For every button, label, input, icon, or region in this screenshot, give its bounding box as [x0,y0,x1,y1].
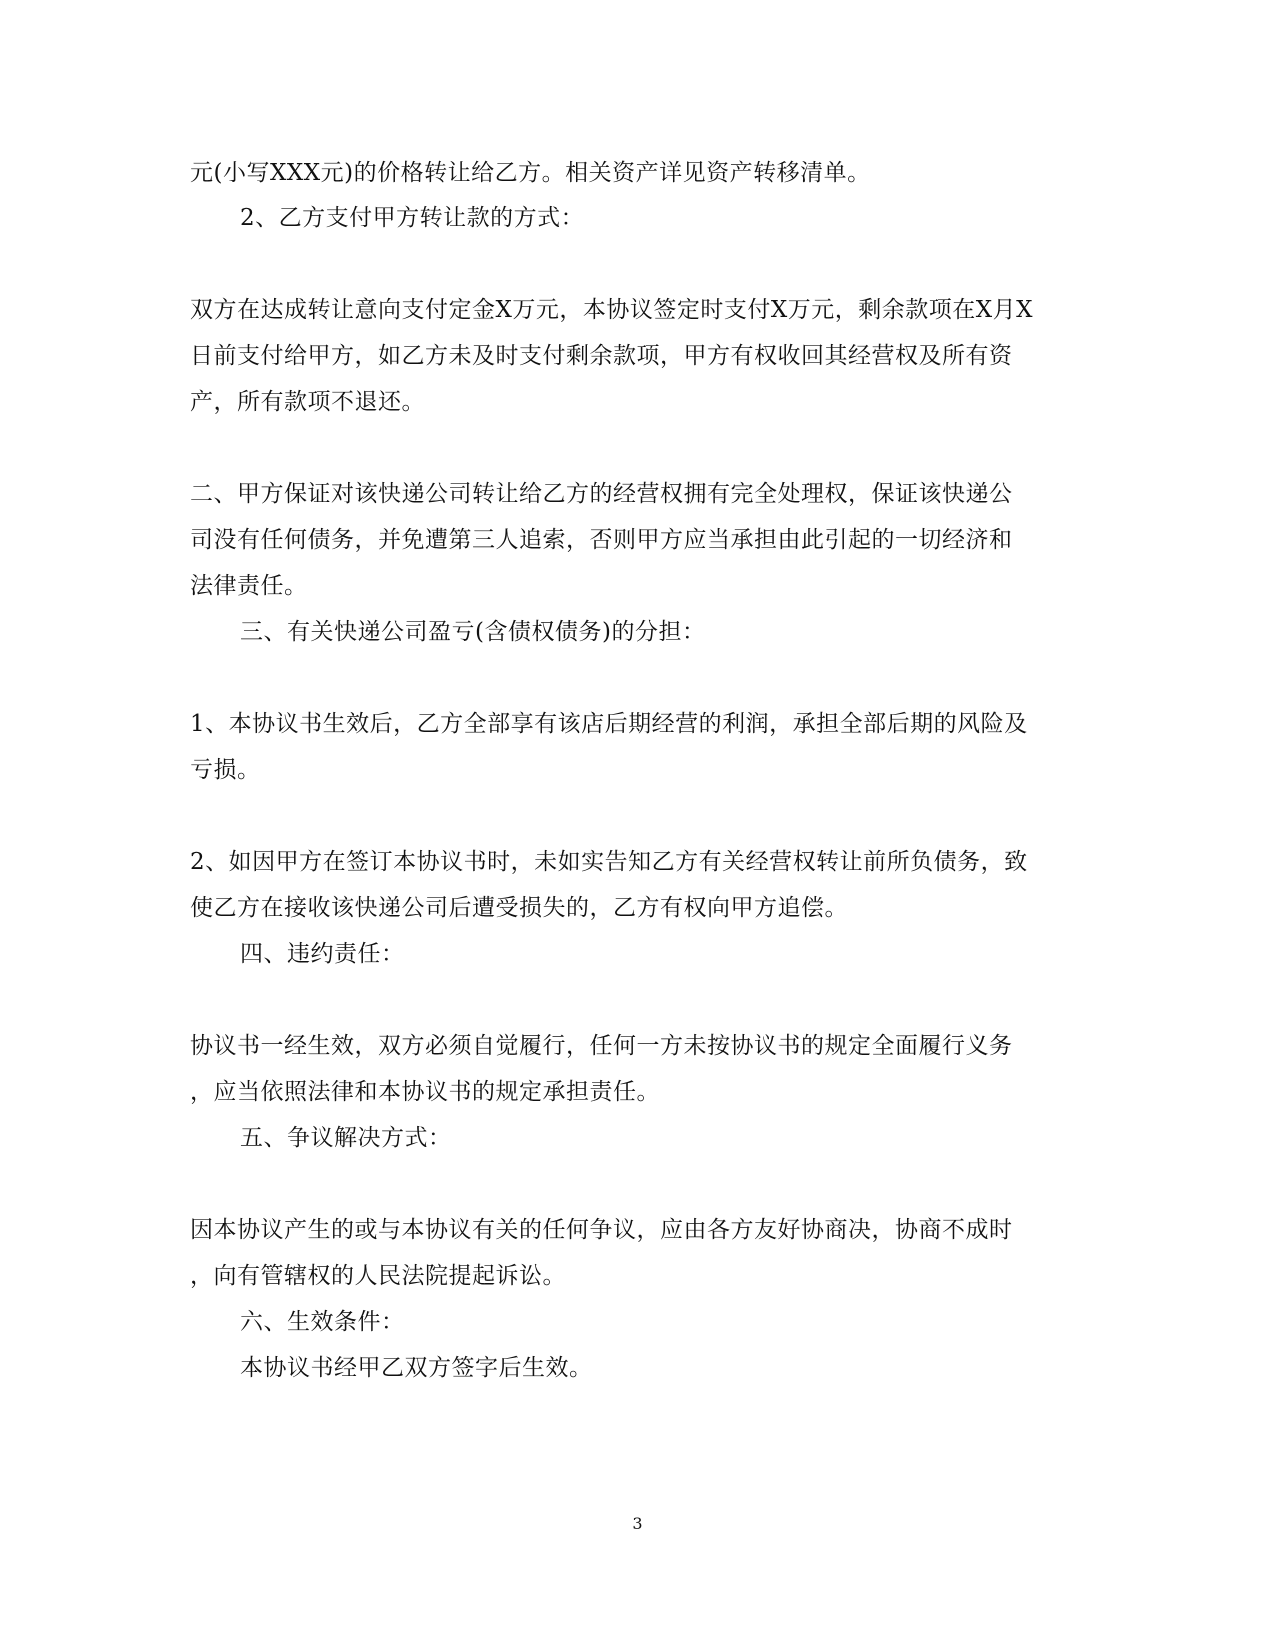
text-line: 法律责任。 [190,573,308,599]
text-line: 产，所有款项不退还。 [190,389,425,415]
text-line: 元(小写XXX元)的价格转让给乙方。相关资产详见资产转移清单。 [190,160,871,186]
section-subheading: 2、乙方支付甲方转让款的方式： [240,205,585,231]
text-line: ，应当依照法律和本协议书的规定承担责任。 [190,1079,660,1105]
text-line: 司没有任何债务，并免遭第三人追索，否则甲方应当承担由此引起的一切经济和 [190,527,1013,553]
text-line: 2、如因甲方在签订本协议书时，未如实告知乙方有关经营权转让前所负债务，致 [190,849,1028,875]
text-line: 协议书一经生效，双方必须自觉履行，任何一方未按协议书的规定全面履行义务 [190,1033,1013,1059]
page-number: 3 [632,1514,643,1533]
text-line: 双方在达成转让意向支付定金X万元，本协议签定时支付X万元，剩余款项在X月X [190,297,1033,323]
text-line: 使乙方在接收该快递公司后遭受损失的，乙方有权向甲方追偿。 [190,895,848,921]
text-line: 二、甲方保证对该快递公司转让给乙方的经营权拥有完全处理权，保证该快递公 [190,481,1013,507]
section-heading: 六、生效条件： [240,1309,405,1335]
text-line: 1、本协议书生效后，乙方全部享有该店后期经营的利润，承担全部后期的风险及 [190,711,1028,737]
section-heading: 三、有关快递公司盈亏(含债权债务)的分担： [240,619,706,645]
text-line: 本协议书经甲乙双方签字后生效。 [240,1355,593,1381]
text-line: 日前支付给甲方，如乙方未及时支付剩余款项，甲方有权收回其经营权及所有资 [190,343,1013,369]
text-line: 因本协议产生的或与本协议有关的任何争议，应由各方友好协商决，协商不成时 [190,1217,1013,1243]
section-heading: 五、争议解决方式： [240,1125,452,1151]
text-line: ，向有管辖权的人民法院提起诉讼。 [190,1263,566,1289]
section-heading: 四、违约责任： [240,941,405,967]
text-line: 亏损。 [190,757,261,783]
